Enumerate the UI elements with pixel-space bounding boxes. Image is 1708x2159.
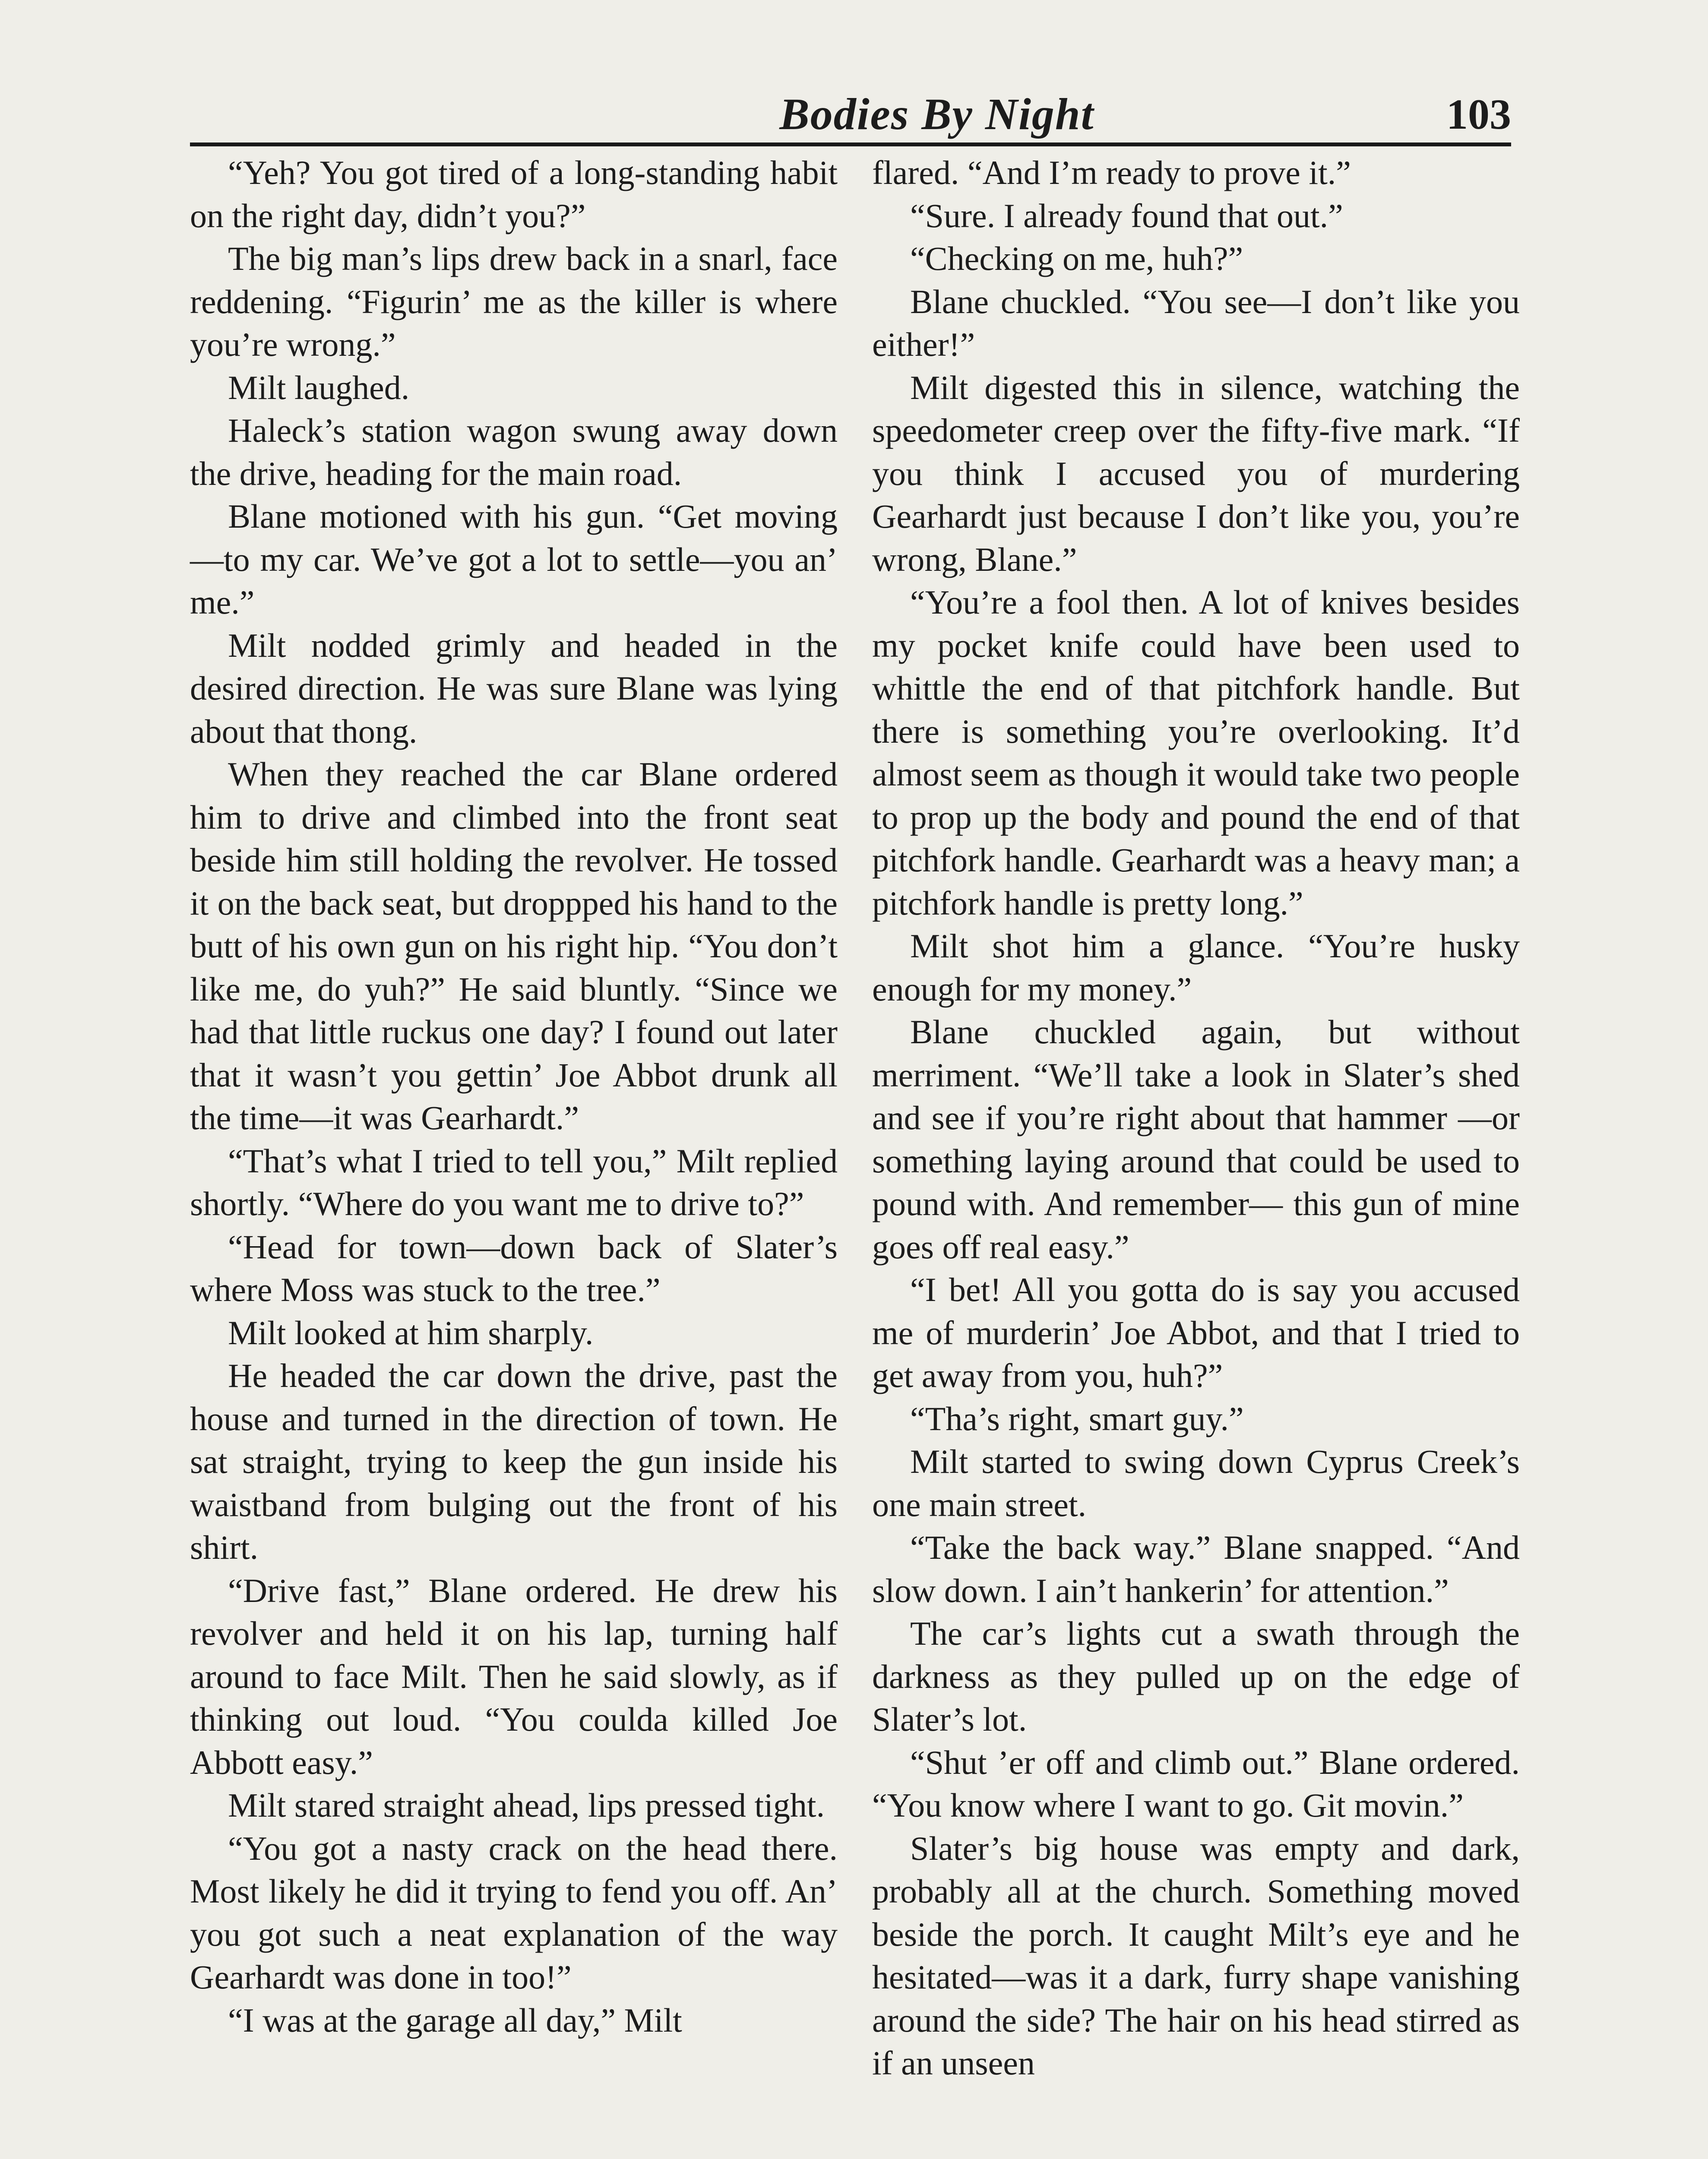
paragraph: Blane motioned with his gun. “Get moving—to my car. We’ve got a lot to settle—you an’ me.” xyxy=(190,497,838,621)
paragraph: The big man’s lips drew back in a snarl, face reddening. “Figurin’ me as the killer is where you’re wrong.” xyxy=(190,240,838,363)
paragraph: “Checking on me, huh?” xyxy=(910,240,1243,277)
paragraph: Milt laughed. xyxy=(228,368,410,406)
running-title: Bodies By Night xyxy=(779,89,1094,139)
paragraph: Slater’s big house was empty and dark, probably all at the church. Something moved beside the porch. It caught Milt’s eye and he hesitated—was it a dark, furry shape vanishing around the side? The hair on his head stirred as if an unseen xyxy=(872,1829,1520,2082)
paragraph: “You’re a fool then. A lot of knives besides my pocket knife could have been used to whittle the end of that pitchfork handle. But there is something you’re overlooking. It’d almost seem as though it would take two people to prop up the body and pound the end of that pitchfork handle. Gearhardt was a heavy man; a pitchfork handle is pretty long.” xyxy=(872,583,1520,922)
paragraph: “I was at the garage all day,” Milt xyxy=(228,2001,682,2039)
paragraph: Milt shot him a glance. “You’re husky enough for my money.” xyxy=(872,927,1520,1008)
paragraph: “Yeh? You got tired of a long-standing habit on the right day, didn’t you?” xyxy=(190,154,838,234)
paragraph: “I bet! All you gotta do is say you accused me of murderin’ Joe Abbot, and that I tried to get away from you, huh?” xyxy=(872,1271,1520,1394)
paragraph: “Sure. I already found that out.” xyxy=(910,196,1343,234)
paragraph: Milt looked at him sharply. xyxy=(228,1314,594,1352)
paragraph: Milt nodded grimly and headed in the desired direction. He was sure Blane was lying about that thong. xyxy=(190,626,838,750)
paragraph: He headed the car down the drive, past the house and turned in the direction of town. He sat straight, trying to keep the gun inside his waistband from bulging out the front of his shirt. xyxy=(190,1357,838,1566)
paragraph-continued: flared. “And I’m ready to prove it.” xyxy=(872,154,1351,191)
paragraph: Blane chuckled. “You see—I don’t like you either!” xyxy=(872,282,1520,363)
right-column xyxy=(872,151,1520,2085)
page-header xyxy=(190,86,1511,142)
paragraph: Milt digested this in silence, watching the speedometer creep over the fifty-five mark. “If you think I accused you of murdering Gearhardt just because I don’t like you, you’re wrong, Blane.” xyxy=(872,368,1520,578)
page-number: 103 xyxy=(1446,90,1511,138)
paragraph: The car’s lights cut a swath through the darkness as they pulled up on the edge of Slater’s lot. xyxy=(872,1615,1520,1738)
left-column xyxy=(190,151,838,2042)
paragraph: Blane chuckled again, but without merriment. “We’ll take a look in Slater’s shed and see if you’re right about that hammer —or something laying around that could be used to pound with. And remember— this gun of mine goes off real easy.” xyxy=(872,1013,1520,1266)
paragraph: When they reached the car Blane ordered him to drive and climbed into the front seat beside him still holding the revolver. He tossed it on the back seat, but droppped his hand to the butt of his own gun on his right hip. “You don’t like me, do yuh?” He said bluntly. “Since we had that little ruckus one day? I found out later that it wasn’t you gettin’ Joe Abbot drunk all the time—it was Gearhardt.” xyxy=(190,755,838,1136)
paragraph: “Head for town—down back of Slater’s where Moss was stuck to the tree.” xyxy=(190,1228,838,1308)
paragraph: “Tha’s right, smart guy.” xyxy=(910,1399,1244,1437)
paragraph: Milt started to swing down Cyprus Creek’s one main street. xyxy=(872,1443,1520,1523)
paragraph: Haleck’s station wagon swung away down the drive, heading for the main road. xyxy=(190,412,838,492)
paragraph: “That’s what I tried to tell you,” Milt replied shortly. “Where do you want me to drive to?” xyxy=(190,1142,838,1222)
paragraph: Milt stared straight ahead, lips pressed tight. xyxy=(228,1786,825,1824)
paragraph: “Drive fast,” Blane ordered. He drew his revolver and held it on his lap, turning half around to face Milt. Then he said slowly, as if thinking out loud. “You coulda killed Joe Abbott easy.” xyxy=(190,1571,838,1781)
paragraph: “Shut ’er off and climb out.” Blane ordered. “You know where I want to go. Git movin.” xyxy=(872,1743,1520,1824)
paragraph: “You got a nasty crack on the head there. Most likely he did it trying to fend you off. An’ you got such a neat explanation of the way Gearhardt was done in too!” xyxy=(190,1829,838,1996)
paragraph: “Take the back way.” Blane snapped. “And slow down. I ain’t hankerin’ for attention.” xyxy=(872,1529,1520,1609)
header-rule xyxy=(190,142,1511,146)
